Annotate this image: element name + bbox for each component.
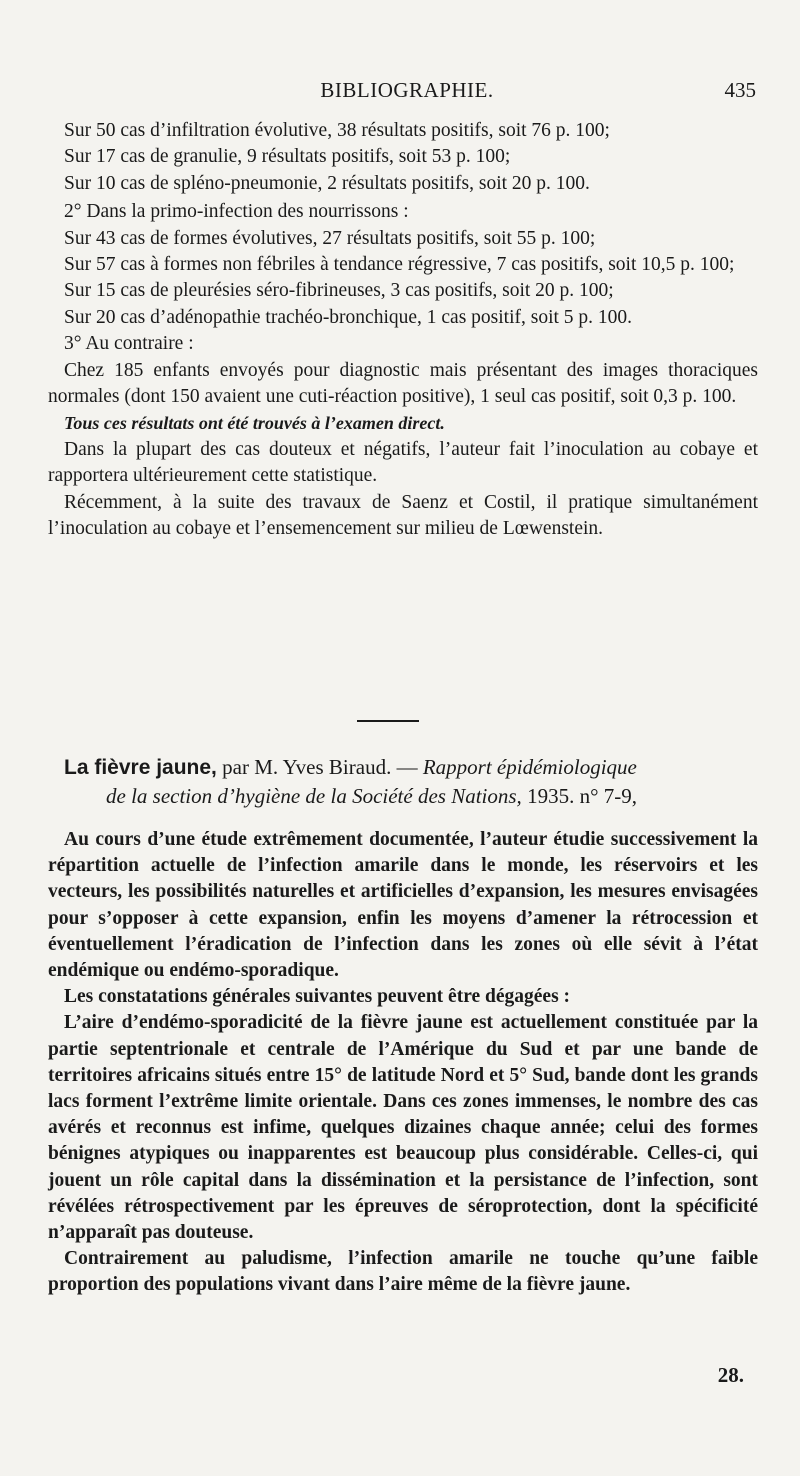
paragraph: Récemment, à la suite des travaux de Saenz et Costil, il pratique simultanément l’inoculation au cobaye et l’ensemencement sur milieu de Lœwenstein. xyxy=(48,491,758,540)
review-reference-line2: de la section d’hygiène de la Société des Nations, xyxy=(106,784,522,808)
review-issue: 1935. n° 7-9, xyxy=(521,784,637,808)
result-line: Sur 17 cas de granulie, 9 résultats positifs, soit 53 p. 100; xyxy=(64,146,511,168)
section-divider xyxy=(357,720,419,722)
page-number: 435 xyxy=(724,78,756,102)
italic-note: Tous ces résultats ont été trouvés à l’examen direct. xyxy=(64,413,445,434)
review-title-main: La fièvre jaune, xyxy=(64,756,217,779)
paragraph: Chez 185 enfants envoyés pour diagnostic mais présentant des images thoraciques normales (dont 150 avaient une cuti-réaction positive), 1 seul cas positif, soit 0,3 p. 100. xyxy=(48,359,758,408)
paragraph: L’aire d’endémo-sporadicité de la fièvre jaune est actuellement constituée par la partie septentrionale et centrale de l’Amérique du Sud et par une bande de territoires africains situés entre 15° de latitude Nord et 5° Sud, bande dont les grands lacs forment l’extrême limite orientale. Dans ces zones immenses, le nombre des cas avérés et reconnus est infime, quelques dizaines chaque année; celui des formes bénignes atypiques ou inapparentes est beaucoup plus considérable. Celles-ci, qui jouent un rôle capital dans la dissémination et la persistance de l’infection, sont révélées rétrospectivement par les épreuves de séroprotection, dont la spécificité n’apparaît pas douteuse. xyxy=(48,1012,758,1244)
review-title xyxy=(48,753,758,810)
result-line: Sur 43 cas de formes évolutives, 27 résultats positifs, soit 55 p. 100; xyxy=(64,227,596,249)
subheading-primo-infection: 2° Dans la primo-infection des nourrissons : xyxy=(64,201,409,223)
signature-mark: 28. xyxy=(717,1363,744,1387)
page-header xyxy=(58,78,756,108)
paragraph: Dans la plupart des cas douteux et négatifs, l’auteur fait l’inoculation au cobaye et rapportera ultérieurement cette statistique. xyxy=(48,438,758,487)
subheading-au-contraire: 3° Au contraire : xyxy=(64,333,194,355)
result-line: Sur 20 cas d’adénopathie trachéo-bronchique, 1 cas positif, soit 5 p. 100. xyxy=(64,306,633,328)
result-line: Sur 57 cas à formes non fébriles à tendance régressive, 7 cas positifs, soit 10,5 p. 100; xyxy=(64,254,735,276)
paragraph: Contrairement au paludisme, l’infection amarile ne touche qu’une faible proportion des populations vivant dans l’aire même de la fièvre jaune. xyxy=(48,1248,758,1296)
results-section xyxy=(48,118,758,543)
review-body xyxy=(48,827,758,1299)
review-reference: Rapport épidémiologique xyxy=(422,755,637,779)
review-author: par M. Yves Biraud. — xyxy=(216,755,423,779)
paragraph: Au cours d’une étude extrêmement documentée, l’auteur étudie successivement la répartition actuelle de l’infection amarile dans le monde, les réservoirs et les vecteurs, les possibilités naturelles et artificielles d’expansion, les mesures envisagées pour s’opposer à cette expansion, enfin les moyens d’amener la rétrocession et éventuellement l’éradication de l’infection dans les zones où elle sévit à l’état endémique ou endémo-sporadique. xyxy=(48,829,758,982)
result-line: Sur 10 cas de spléno-pneumonie, 2 résultats positifs, soit 20 p. 100. xyxy=(64,172,590,194)
result-line: Sur 15 cas de pleurésies séro-fibrineuses, 3 cas positifs, soit 20 p. 100; xyxy=(64,280,614,302)
paragraph: Les constatations générales suivantes peuvent être dégagées : xyxy=(64,986,571,1008)
result-line: Sur 50 cas d’infiltration évolutive, 38 résultats positifs, soit 76 p. 100; xyxy=(64,120,610,141)
running-title: BIBLIOGRAPHIE. xyxy=(320,78,494,102)
